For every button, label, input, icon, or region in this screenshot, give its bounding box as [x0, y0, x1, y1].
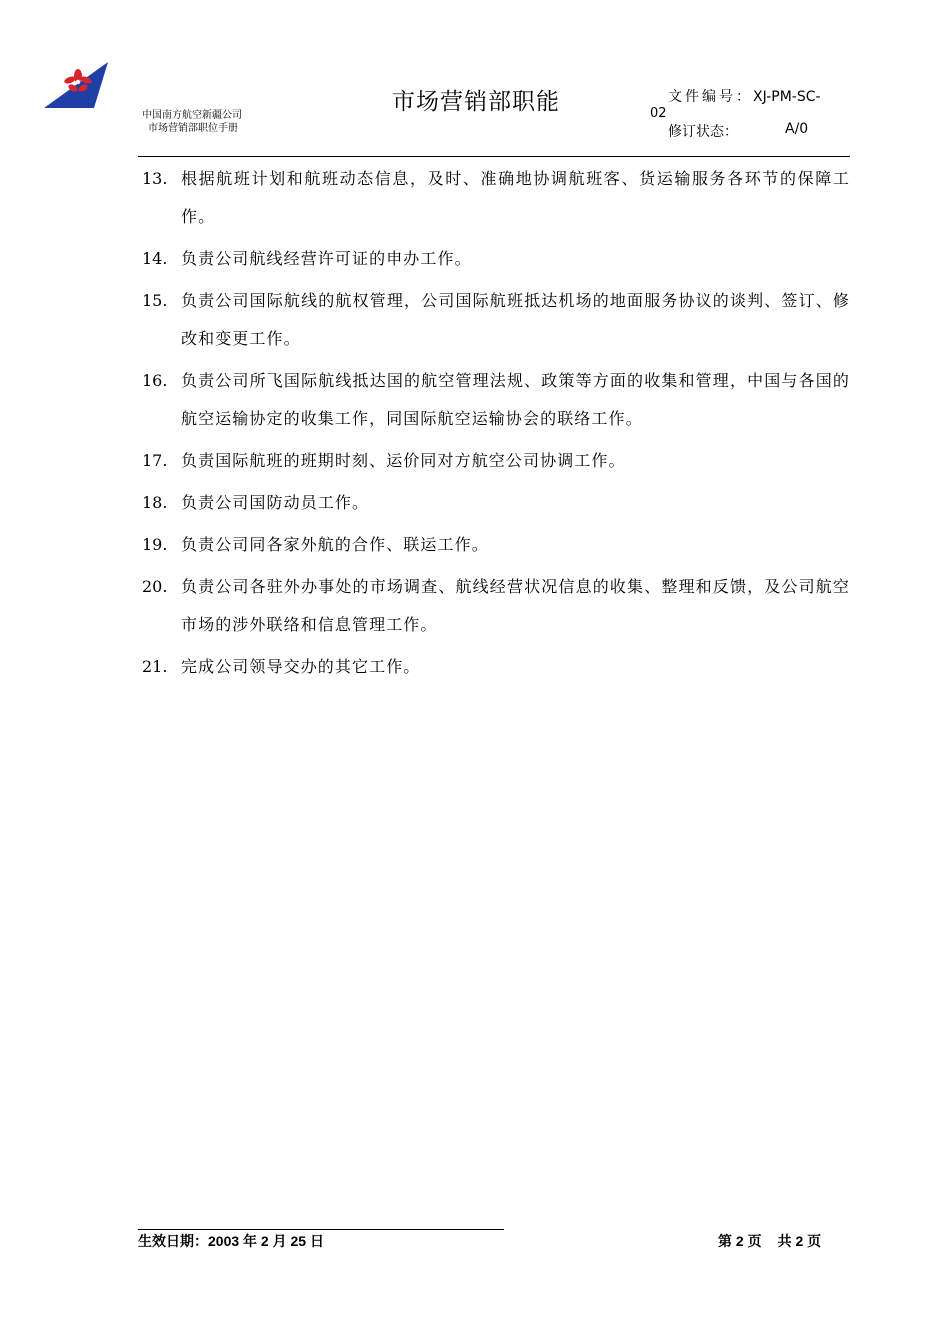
page-number — [718, 1231, 821, 1251]
company-line-1: 中国南方航空新疆公司 — [142, 110, 242, 121]
item-number: 13. — [142, 169, 168, 188]
list-item — [142, 484, 850, 522]
item-number: 17. — [142, 451, 168, 470]
function-list — [142, 160, 850, 690]
company-name — [142, 109, 242, 135]
list-item — [142, 526, 850, 564]
revision-value: A/0 — [785, 121, 809, 137]
list-item — [142, 282, 850, 358]
effective-date: 生效日期：2003 年 2 月 25 日 — [138, 1233, 324, 1249]
list-item — [142, 362, 850, 438]
item-text: 负责公司同各家外航的合作、联运工作。 — [181, 535, 489, 554]
doc-number-value: XJ-PM-SC- — [753, 89, 821, 105]
footer-divider — [138, 1229, 504, 1230]
list-item — [142, 568, 850, 644]
item-text: 负责公司各驻外办事处的市场调查、航线经营状况信息的收集、整理和反馈，及公司航空市场的涉外联络和信息管理工作。 — [181, 577, 850, 634]
item-number: 16. — [142, 371, 168, 390]
doc-number-label: 文件编号： — [668, 89, 753, 105]
item-text: 负责公司航线经营许可证的申办工作。 — [181, 249, 472, 268]
company-line-2: 市场营销部职位手册 — [148, 123, 238, 134]
doc-number-wrap: 02 — [650, 106, 667, 121]
item-text: 负责公司国防动员工作。 — [181, 493, 370, 512]
item-text: 负责公司国际航线的航权管理，公司国际航班抵达机场的地面服务协议的谈判、签订、修改和变更工作。 — [181, 291, 850, 348]
item-number: 14. — [142, 249, 168, 268]
revision-label: 修订状态： — [668, 124, 738, 140]
list-item — [142, 648, 850, 686]
list-item — [142, 442, 850, 480]
doc-number — [668, 88, 821, 106]
airline-logo-icon — [42, 60, 110, 110]
list-item — [142, 160, 850, 236]
item-text: 完成公司领导交办的其它工作。 — [181, 657, 421, 676]
item-text: 根据航班计划和航班动态信息，及时、准确地协调航班客、货运输服务各环节的保障工作。 — [181, 169, 850, 226]
item-number: 18. — [142, 493, 168, 512]
item-number: 20. — [142, 577, 168, 596]
list-item — [142, 240, 850, 278]
item-text: 负责国际航班的班期时刻、运价同对方航空公司协调工作。 — [181, 451, 626, 470]
document-title: 市场营销部职能 — [392, 89, 560, 115]
item-number: 19. — [142, 535, 168, 554]
header-divider — [138, 156, 850, 157]
page-current: 第 2 页 — [718, 1233, 762, 1249]
item-number: 21. — [142, 657, 168, 676]
revision-status — [668, 121, 809, 141]
item-number: 15. — [142, 291, 168, 310]
item-text: 负责公司所飞国际航线抵达国的航空管理法规、政策等方面的收集和管理，中国与各国的航空运输协定的收集工作，同国际航空运输协会的联络工作。 — [181, 371, 850, 428]
page-total: 共 2 页 — [777, 1233, 822, 1249]
